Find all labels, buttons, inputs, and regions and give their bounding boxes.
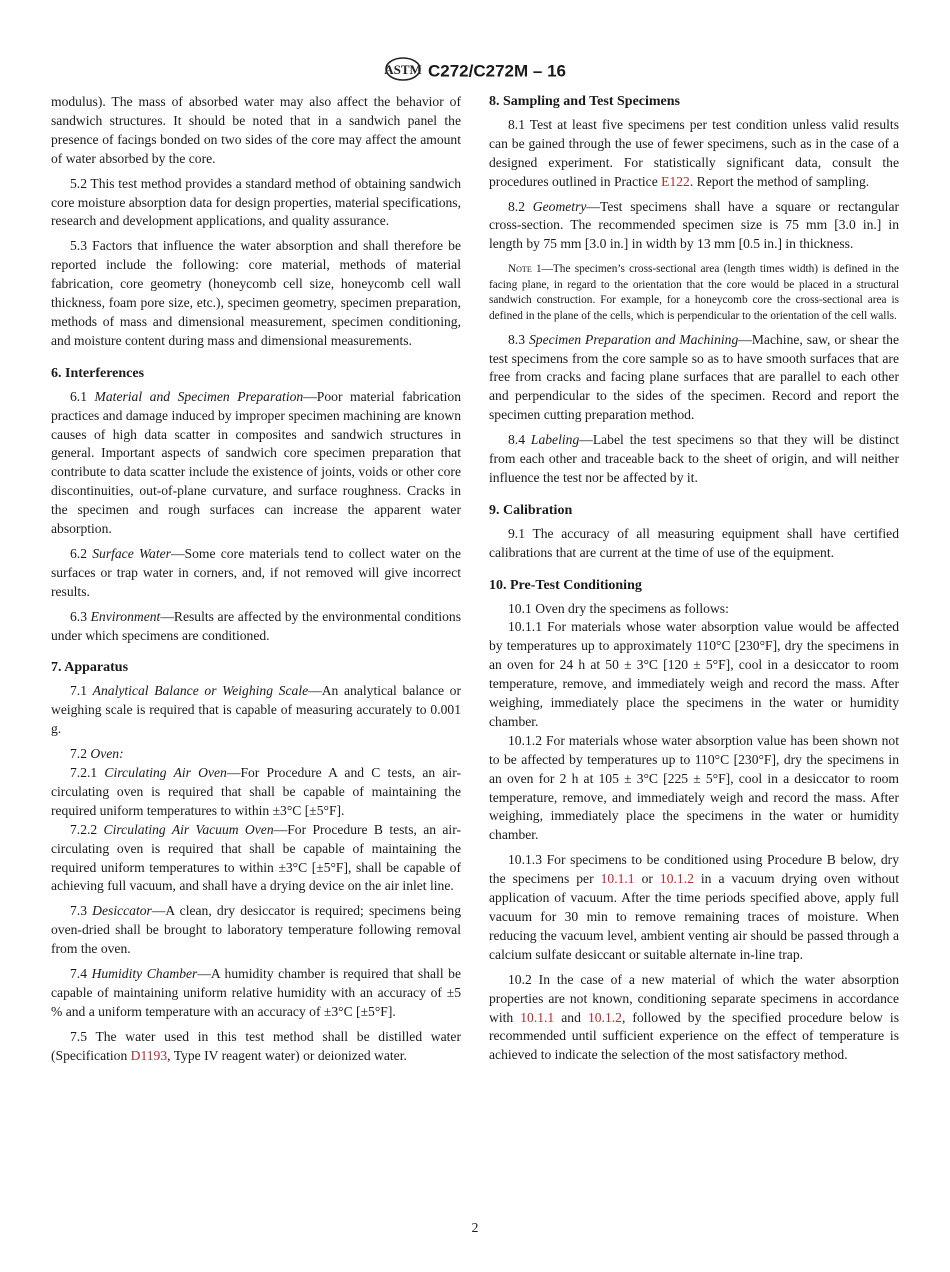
- paragraph: [489, 600, 899, 619]
- text-run: 8.2: [508, 198, 533, 214]
- italic-term: Desiccator: [92, 903, 152, 919]
- note: [489, 262, 899, 324]
- italic-term: Circulating Air Vacuum Oven: [103, 821, 274, 837]
- section-heading: 7. Apparatus: [51, 660, 129, 676]
- page-header: [0, 56, 950, 87]
- paragraph: [51, 545, 461, 602]
- text-run: , followed by the specified procedure below is recommended until sufficient experience on the effect of temperature is achieved to indicate the selection of the most satisfactory method.: [489, 1009, 899, 1063]
- section-heading: 9. Calibration: [489, 502, 573, 518]
- text-run: —For Procedure B tests, an air-circulating oven is required that shall be capable of maintaining the required uniform temperatures to within ±3°C [±5°F], shall be capable of achieving full vacuum, and shall have a drying device on the air inlet line.: [51, 821, 461, 894]
- text-run: 8.3: [508, 331, 529, 347]
- paragraph: [51, 965, 461, 1022]
- left-column: [51, 93, 461, 1066]
- reference-link[interactable]: E122: [661, 173, 690, 189]
- paragraph: [51, 821, 461, 897]
- text-run: 10.1.3 For specimens to be conditioned using Procedure B below, dry the specimens per: [489, 852, 899, 887]
- reference-link[interactable]: 10.1.1: [600, 871, 635, 887]
- paragraph: [489, 851, 899, 964]
- text-run: 6.3: [70, 608, 91, 624]
- text-run: —A clean, dry desiccator is required; specimens being oven-dried shall be brought to laboratory temperature following removal from the oven.: [51, 903, 461, 957]
- text-run: 7.1: [70, 683, 93, 699]
- reference-link[interactable]: 10.1.2: [659, 871, 694, 887]
- section-heading: 6. Interferences: [51, 365, 145, 381]
- text-run: 7.3: [70, 903, 93, 919]
- text-run: 7.5 The water used in this test method shall be distilled water (Specification: [51, 1028, 461, 1063]
- paragraph: [489, 525, 899, 563]
- note-text: —The specimen’s cross-sectional area (length times width) is defined in the facing plane, in regard to the orientation that the core would be placed in a structural sandwich construction. For example, for a honeycomb core the cross-sectional area is defined in the plane of the cells, which is perpendicular to the orientation of the cell walls.: [489, 263, 899, 323]
- section-heading: 8. Sampling and Test Specimens: [489, 94, 680, 109]
- paragraph: [51, 902, 461, 959]
- section-heading: 10. Pre-Test Conditioning: [489, 577, 642, 593]
- italic-term: Geometry: [532, 198, 587, 214]
- italic-term: Environment: [90, 608, 161, 624]
- text-run: —An analytical balance or weighing scale is required that is capable of measuring accurately to 0.001 g.: [51, 683, 462, 737]
- italic-term: Material and Specimen Preparation: [94, 388, 304, 404]
- text-run: —Machine, saw, or shear the test specimens from the core sample so as to have smooth surfaces that are free from cracks and facing plane surfaces that are parallel to each other and perpendicular to the sides of the specimen. Record and report the specimen cutting preparation method.: [489, 331, 899, 423]
- italic-term: Humidity Chamber: [91, 966, 198, 982]
- italic-term: Analytical Balance or Weighing Scale: [92, 683, 309, 699]
- text-run: —Some core materials tend to collect water on the surfaces or trap water in corners, and, if not removed will give incorrect results.: [51, 545, 462, 599]
- italic-term: Surface Water: [92, 545, 171, 561]
- reference-link[interactable]: D1193: [130, 1047, 168, 1063]
- paragraph: [51, 1028, 461, 1066]
- svg-text:ASTM: ASTM: [384, 62, 422, 77]
- reference-link[interactable]: 10.1.1: [520, 1009, 555, 1025]
- text-run: 5.3 Factors that influence the water absorption and shall therefore be reported include the following: core material, methods of material fabrication, core geometry (honeycomb cell size, honeycomb cell wall thickness, foam pore size, etc.), specimen geometry, specimen preparation, methods of mass and dimensional measurement, specimen conditioning, and moisture content during mass and dimensional measurements.: [51, 238, 461, 348]
- text-run: modulus). The mass of absorbed water may also affect the behavior of sandwich structures. It should be noted that in a sandwich panel the presence of facings bonded on two sides of the core may affect the amount of water absorbed by the core.: [51, 94, 461, 166]
- paragraph: [51, 745, 461, 764]
- paragraph: [51, 175, 461, 232]
- paragraph: [489, 116, 899, 192]
- text-run: 8.4: [508, 432, 531, 448]
- text-run: 10.1.1 For materials whose water absorption value would be affected by temperatures up to approximately 110°C [230°F], dry the specimens in an oven for 24 h at 50 ± 3°C [120 ± 5°F], cool in a desiccator to room temperature, remove, and immediately weigh and record the mass. After weighing, immediately place the specimens in the water or humidity chamber.: [489, 619, 899, 729]
- right-column: [489, 93, 899, 1065]
- paragraph: [51, 764, 461, 821]
- paragraph: [489, 198, 899, 255]
- document-designation: C272/C272M – 16: [428, 61, 566, 81]
- text-run: —Poor material fabrication practices and damage induced by improper specimen machining are known causes of high data scatter in composites and sandwich structures in general. Important aspects of sandwich core specimen preparation that contribute to data scatter include the existence of joints, voids or other core discontinuities, out-of-plane curvature, and surface roughness. Cracks in the specimen and rough surfaces can increase the apparent water absorption.: [51, 388, 461, 537]
- paragraph: [51, 237, 461, 350]
- text-run: 7.4: [70, 966, 92, 982]
- text-run: 9.1 The accuracy of all measuring equipment shall have certified calibrations that are current at the time of use of the equipment.: [489, 525, 899, 560]
- text-run: —A humidity chamber is required that shall be capable of maintaining uniform relative humidity with an accuracy of ±5 % and a uniform temperature with an accuracy of ±3°C [±5°F].: [51, 966, 461, 1019]
- page-number: 2: [471, 1220, 479, 1235]
- text-run: —For Procedure A and C tests, an air-circulating oven is required that shall be capable of maintaining the required uniform temperatures to within ±3°C [±5°F].: [51, 765, 461, 818]
- paragraph: [489, 331, 899, 426]
- italic-term: Specimen Preparation and Machining: [528, 331, 739, 347]
- text-run: and: [554, 1009, 588, 1025]
- text-run: 5.2 This test method provides a standard method of obtaining sandwich core moisture absorption data for design properties, material specifications, research and development applications, and quality assurance.: [51, 175, 461, 229]
- astm-logo-icon: [384, 56, 422, 87]
- paragraph: [51, 682, 461, 739]
- text-run: 7.2.2: [70, 821, 104, 837]
- text-run: in a vacuum drying oven without application of vacuum. After the time periods specified above, apply full vacuum for 30 min to remove remaining traces of moisture. When reducing the vacuum level, ambient venting air should be passed through a calcium sulfate desiccant or suitable alternate in-line trap.: [489, 871, 899, 962]
- reference-link[interactable]: 10.1.2: [587, 1009, 622, 1025]
- text-run: 7.2: [70, 746, 91, 762]
- paragraph: [489, 732, 899, 845]
- text-run: —Results are affected by the environmental conditions under which specimens are conditioned.: [51, 608, 461, 643]
- text-run: 10.1.2 For materials whose water absorption value has been shown not to be affected by temperatures up to 110°C [230°F], dry the specimens in an oven for 2 h at 105 ± 3°C [225 ± 5°F], cool in a desiccator to room temperature, remove, and immediately weigh and record the mass. After weighing, immediately place the specimens in the water or humidity chamber.: [489, 732, 899, 843]
- text-run: 6.2: [70, 545, 93, 561]
- paragraph: [51, 388, 461, 539]
- paragraph: [489, 618, 899, 731]
- text-run: —Label the test specimens so that they will be distinct from each other and traceable back to the sheet of origin, and will neither influence the test nor be affected by it.: [489, 432, 899, 485]
- paragraph: [489, 971, 899, 1066]
- text-run: . Report the method of sampling.: [689, 173, 870, 189]
- text-run: —Test specimens shall have a square or rectangular cross-section. The recommended specimen size is 75 mm [3.0 in.] in length by 75 mm [3.0 in.] in width by 13 mm [0.5 in.] in thickness.: [489, 198, 900, 252]
- paragraph: [489, 431, 899, 488]
- text-run: 6.1: [70, 388, 95, 404]
- paragraph: [51, 608, 461, 646]
- text-run: 7.2.1: [70, 765, 105, 780]
- text-run: 8.1 Test at least five specimens per test condition unless valid results can be gained through the use of fewer specimens, such as in the case of a designed experiment. For statistically significant data, consult the procedures outlined in Practice: [489, 116, 899, 189]
- italic-term: Oven:: [90, 746, 124, 762]
- paragraph: [51, 93, 461, 169]
- text-run: 10.2 In the case of a new material of which the water absorption properties are not known, conditioning separate specimens in accordance with: [489, 971, 899, 1025]
- note-label: Note 1: [508, 263, 542, 276]
- text-run: or: [634, 871, 660, 887]
- text-run: , Type IV reagent water) or deionized water.: [167, 1047, 407, 1063]
- text-run: 10.1 Oven dry the specimens as follows:: [508, 600, 729, 616]
- italic-term: Circulating Air Oven: [104, 765, 227, 780]
- italic-term: Labeling: [530, 432, 580, 448]
